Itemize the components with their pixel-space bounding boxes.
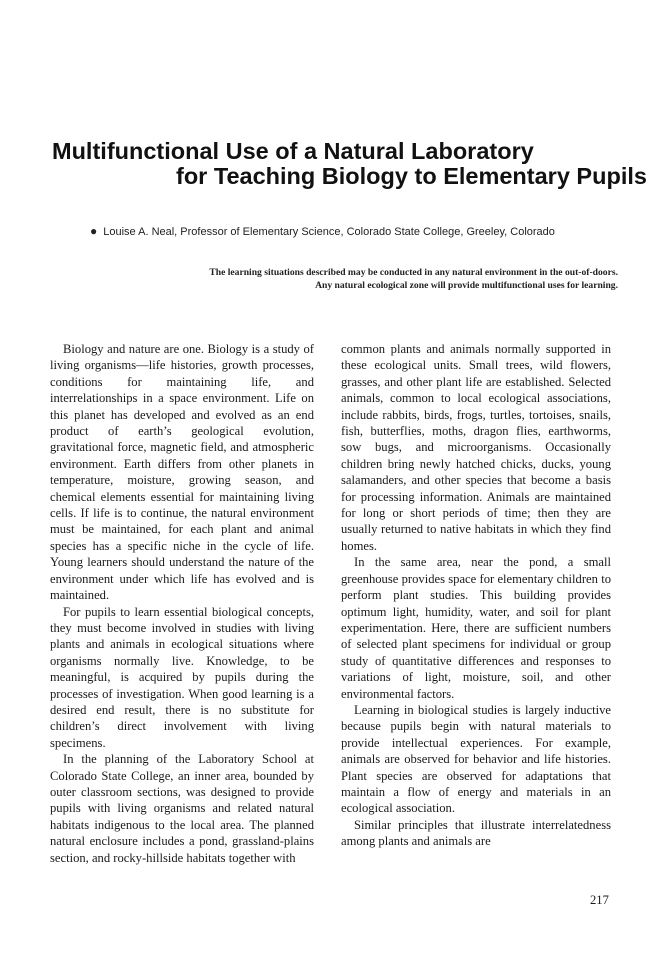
page-number: 217 <box>590 893 609 907</box>
bullet-icon: ● <box>90 224 98 238</box>
body-paragraph: Similar principles that illustrate interrelatedness among plants and animals are <box>341 817 611 849</box>
body-paragraph: Biology and nature are one. Biology is a study of living organisms—life histories, growth processes, conditions for maintaining life, and interrelationships in a space environment. Life on this planet has developed and evolved as an end product of earth’s geological evolution, gravitational force, magnetic field, and atmospheric environment. Earth differs from other planets in temperature, moisture, growing season, and chemical elements essential for maintaining living cells. If life is to continue, the natural environment must be maintained, for each plant and animal species has a specific niche in the cycle of life. Young learners should understand the nature of the environment under which life has evolved and is maintained. <box>50 342 314 603</box>
article-title-line-1: Multifunctional Use of a Natural Laboratory <box>52 138 534 164</box>
author-byline <box>90 224 555 238</box>
abstract-line-2: Any natural ecological zone will provide multifunctional uses for learning. <box>315 280 618 291</box>
article-title-line-2: for Teaching Biology to Elementary Pupils <box>176 163 647 189</box>
article-abstract <box>70 266 618 292</box>
body-paragraph: In the planning of the Laboratory School at Colorado State College, an inner area, bounded by outer classroom sections, was designed to provide pupils with living organisms and related natural habitats indigenous to the local area. The planned natural enclosure includes a pond, grassland-plains section, and rocky-hillside habitats together with <box>50 752 314 865</box>
body-paragraph: common plants and animals normally supported in these ecological units. Small trees, wild flowers, grasses, and other plant life are established. Selected animals, common to local ecological associations, include rabbits, birds, frogs, turtles, tortoises, snails, fish, butterflies, moths, dragon flies, earthworms, sow bugs, and microorganisms. Occasionally children bring newly hatched chicks, ducks, young salamanders, and other species that become a basis for processing information. Animals are maintained for long or short periods of time; then they are usually returned to native habitats in which they find homes. <box>341 342 611 553</box>
left-text-column <box>50 341 314 866</box>
body-paragraph: For pupils to learn essential biological concepts, they must become involved in studies with living plants and animals in ecological situations where organisms normally live. Knowledge, to be meaningful, is acquired by pupils during the processes of investigation. When good learning is a desired end result, there is no substitute for children’s direct involvement with living specimens. <box>50 604 314 750</box>
body-paragraph: In the same area, near the pond, a small greenhouse provides space for elementary children to perform plant studies. This building provides optimum light, humidity, water, and soil for plant experimentation. Here, there are sufficient numbers of selected plant specimens for individual or group study of quantitative differences and responses to variations of light, moisture, soil, and other environmental factors. <box>341 555 611 701</box>
abstract-line-1: The learning situations described may be conducted in any natural environment in the out-of-doors. <box>209 267 618 278</box>
body-paragraph: Learning in biological studies is largely inductive because pupils begin with natural materials to provide intellectual experiences. For example, animals are observed for behavior and life histories. Plant species are observed for adaptations that maintain a flow of energy and materials in an ecological association. <box>341 702 611 816</box>
author-byline-text: Louise A. Neal, Professor of Elementary Science, Colorado State College, Greeley, Colorado <box>103 226 555 238</box>
right-text-column <box>341 341 611 850</box>
